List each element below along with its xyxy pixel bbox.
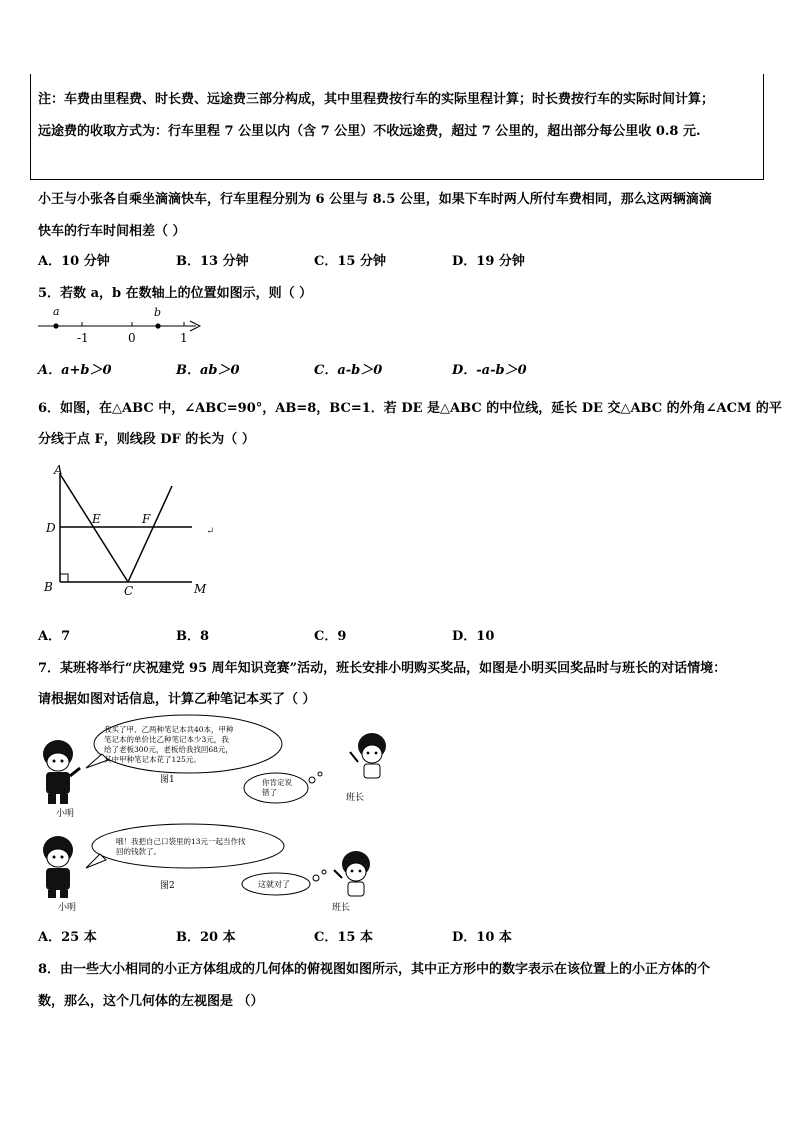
fig2-bubble-line-2: 回的钱款了。 — [116, 847, 161, 856]
q4-line-1: 小王与小张各自乘坐滴滴快车，行车里程分别为 6 公里与 8.5 公里，如果下车时两人所付车费相同，那么这两辆滴滴 — [38, 192, 712, 207]
q4-choices — [38, 250, 758, 268]
q4-choice-d[interactable]: D．19 分钟 — [452, 254, 525, 269]
label-D: D — [46, 521, 56, 535]
number-line-figure — [36, 300, 216, 350]
fig2-speech-bubble — [92, 824, 284, 868]
q6-choice-b[interactable]: B．8 — [176, 629, 210, 644]
fig1-cloud-dot — [309, 777, 315, 783]
q4-choice-b[interactable]: B．13 分钟 — [176, 254, 249, 269]
bisector-cf — [128, 486, 172, 582]
q5-choices — [38, 359, 758, 377]
q7-choice-c[interactable]: C．15 本 — [314, 930, 373, 945]
q6-line-1: 6．如图，在△ABC 中，∠ABC=90°，AB=8，BC=1．若 DE 是△ABC 的中位线，延长 DE 交△ABC 的外角∠ACM 的平 — [38, 401, 782, 416]
fig1-bubble-line-4: 其中甲种笔记本花了125元。 — [104, 755, 201, 764]
q7-line-2: 请根据如图对话信息，计算乙种笔记本买了（ ） — [38, 692, 316, 707]
q5-choice-a[interactable]: A．a+b＞0 — [38, 363, 112, 378]
q6-choices — [38, 625, 758, 643]
segment-ac — [60, 474, 128, 582]
point-b — [155, 323, 160, 328]
point-a — [53, 323, 58, 328]
q7-choice-d[interactable]: D．10 本 — [452, 930, 512, 945]
label-M: M — [194, 582, 207, 596]
label-E: E — [92, 512, 101, 526]
label-A: A — [54, 463, 63, 477]
q5-choice-c[interactable]: C．a-b＞0 — [314, 363, 383, 378]
note-line-2: 远途费的收取方式为：行车里程 7 公里以内（含 7 公里）不收远途费，超过 7 公里的，超出部分每公里收 0.8 元. — [38, 124, 701, 139]
fig1-xiaoming-character — [43, 740, 80, 804]
paragraph-mark: ↵ — [206, 526, 215, 537]
q6-choice-c[interactable]: C．9 — [314, 629, 347, 644]
fig1-speech-bubble — [94, 715, 282, 773]
fig1-label: 图1 — [160, 775, 175, 785]
q4-choice-a[interactable]: A．10 分钟 — [38, 254, 110, 269]
fig1-reply-line-1: 你肯定说 — [262, 778, 292, 787]
q5-choice-b[interactable]: B．ab＞0 — [176, 363, 240, 378]
q7-choice-b[interactable]: B．20 本 — [176, 930, 236, 945]
fig2-cloud-dot-small — [322, 870, 326, 874]
note-line-1: 注：车费由里程费、时长费、远途费三部分构成，其中里程费按行车的实际里程计算；时长费按行车的实际时间计算； — [38, 92, 715, 107]
q8-line-1: 8．由一些大小相同的小正方体组成的几何体的俯视图如图所示，其中正方形中的数字表示在该位置上的小正方体的个 — [38, 962, 711, 977]
fig1-banzhang-character — [350, 733, 386, 778]
fig2-label: 图2 — [160, 881, 175, 891]
label-neg1: -1 — [77, 331, 89, 345]
q7-choice-a[interactable]: A．25 本 — [38, 930, 97, 945]
q7-choices — [38, 926, 758, 944]
fig2-banzhang-character — [334, 851, 370, 896]
q5-choice-d[interactable]: D．-a-b＞0 — [452, 363, 527, 378]
label-b: b — [154, 306, 162, 319]
label-a: a — [53, 305, 60, 318]
q6-choice-a[interactable]: A．7 — [38, 629, 71, 644]
fig2-reply: 这就对了 — [258, 880, 290, 889]
label-1: 1 — [180, 331, 188, 345]
q4-choice-c[interactable]: C．15 分钟 — [314, 254, 386, 269]
fig2-cloud-dot — [313, 875, 319, 881]
dialogue-figure — [36, 712, 396, 917]
triangle-figure — [36, 460, 226, 600]
fig2-banzhang-label: 班长 — [332, 903, 351, 913]
fig1-cloud-dot-small — [318, 772, 322, 776]
label-0: 0 — [128, 331, 136, 345]
fig1-xiaoming-label: 小明 — [56, 809, 75, 819]
q7-line-1: 7．某班将举行“庆祝建党 95 周年知识竞赛”活动，班长安排小明购买奖品，如图是小明买回奖品时与班长的对话情境： — [38, 661, 727, 676]
q6-choice-d[interactable]: D．10 — [452, 629, 495, 644]
label-C: C — [124, 584, 134, 598]
fig1-banzhang-label: 班长 — [346, 793, 365, 803]
fig1-reply-line-2: 错了 — [262, 788, 277, 797]
right-angle-mark — [60, 574, 68, 582]
fig1-bubble-line-3: 给了老板300元，老板给我找回68元， — [104, 745, 233, 754]
fig1-bubble-line-2: 笔记本的单价比乙种笔记本少3元，我 — [104, 735, 229, 744]
q6-line-2: 分线于点 F，则线段 DF 的长为（ ） — [38, 432, 255, 447]
q8-line-2: 数，那么，这个几何体的左视图是 （） — [38, 994, 264, 1009]
label-B: B — [44, 580, 53, 594]
q5-stem: 5．若数 a，b 在数轴上的位置如图示，则（ ） — [38, 286, 313, 301]
fig2-xiaoming-label: 小明 — [58, 903, 77, 913]
fig2-bubble-line-1: 哦！我把自己口袋里的13元一起当作找 — [116, 837, 246, 846]
label-F: F — [142, 512, 151, 526]
q4-line-2: 快车的行车时间相差（ ） — [38, 224, 186, 239]
fig2-xiaoming-character — [43, 836, 73, 898]
fig1-bubble-line-1: 我买了甲、乙两种笔记本共40本，甲种 — [104, 725, 234, 734]
